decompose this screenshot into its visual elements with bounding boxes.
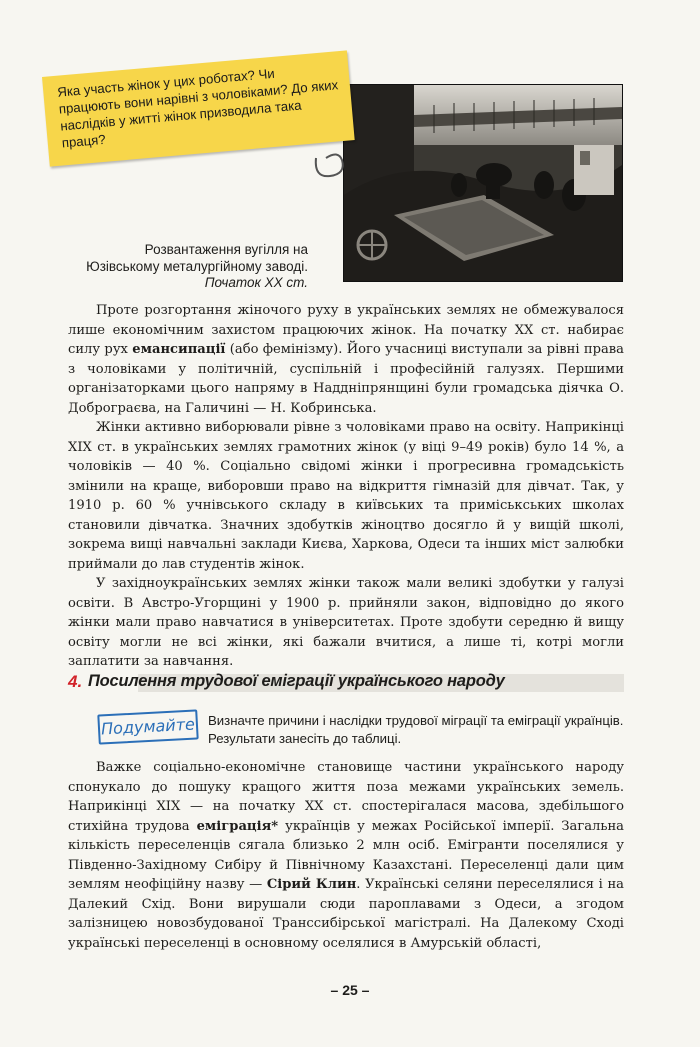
caption-line-2: Юзівському металургійному заводі.	[86, 258, 308, 274]
photo-caption	[40, 242, 308, 292]
term-siryi-klyn: Сірий Клин	[266, 877, 357, 892]
caption-line-1: Розвантаження вугілля на	[144, 242, 308, 257]
paragraph: Важке соціально-економічне становище частини українського народу спонукало до пошуку кращого життя поза межами українських земель. Наприкінці XIX — на початку XX ст. спостерігалася масова, здебільшого стихійна трудова еміграція* українців у межах Російської імперії. Загальна кількість переселенців сягала близько 2 млн осіб. Емігранти поселялися у Південно-Західному Сибіру й Північному Казахстані. Переселенці дали цим землям неофіційну назву — Сірий Клин. Українські селяни переселялися і на Далекий Схід. Вони вирушали сюди пароплавами з Одеси, а згодом залізницею новозбудованої Транссибірської магістралі. На Далекому Сході українські переселенці в основному оселялися в Амурській області,	[68, 760, 624, 951]
term-emancipation: емансипації	[132, 342, 226, 357]
section-number: 4.	[68, 672, 83, 691]
caption-date: Початок XX ст.	[204, 275, 308, 290]
coal-unloading-photo-icon	[344, 85, 622, 281]
callout-question: Яка участь жінок у цих роботах? Чи працюють вони нарівні з чоловіками? До яких наслідків у житті жінок призводила така праця?	[56, 65, 339, 151]
text-block-womens-movement	[68, 301, 624, 672]
term-emigration: еміграція*	[196, 818, 279, 834]
paragraph: Проте розгортання жіночого руху в українських землях не обмежувалося лише економічним захистом працюючих жінок. На початку XX ст. набирає силу рух емансипації (або фемінізму). Його учасниці виступали за рівні права з чоловіками у політичній, суспільній і професійній галузях. Першими організаторками цього напряму в Наддніпрянщині були громадська діячка О. Доброграєва, на Галичині — Н. Кобринська.	[68, 303, 624, 416]
paper-clip-icon	[312, 152, 350, 182]
think-task: Визначте причини і наслідки трудової міграції та еміграції українців. Результати занесіть до таблиці.	[208, 713, 624, 746]
paragraph: Жінки активно виборювали рівне з чоловіками право на освіту. Наприкінці XIX ст. в українських землях грамотних жінок (у віці 9–49 років) було 14 %, а чоловіків — 40 %. Соціально свідомі жінки і прогресивна громадськість змінили на краще, виборовши право на відкриття гімназій для дівчат. Так, у 1910 р. 60 % учнівського складу в київських та приміськських школах становили дівчатка. Значних здобутків жіноцтво досягло й у вищій школі, зокрема вищі навчальні заклади Києва, Харкова, Одеси та інших міст залюбки приймали до лав студентів жінок.	[68, 420, 624, 572]
think-stamp: Подумайте	[97, 709, 198, 744]
text-block-emigration	[68, 758, 624, 953]
question-callout	[42, 50, 355, 166]
historical-photo	[343, 84, 623, 282]
section-title: Посилення трудової еміграції українського народу	[88, 672, 505, 690]
page-number: – 25 –	[330, 982, 370, 998]
section-heading	[68, 672, 624, 698]
paragraph: У західноукраїнських землях жінки також мали великі здобутки у галузі освіти. В Австро-Угорщині у 1900 р. прийняли закон, відповідно до якого жінки мали право навчатися в університетах. Проте здобути середню й вищу освіту могли не всі жінки, які бажали вчитися, а лише ті, котрі могли заплатити за навчання.	[68, 576, 624, 669]
